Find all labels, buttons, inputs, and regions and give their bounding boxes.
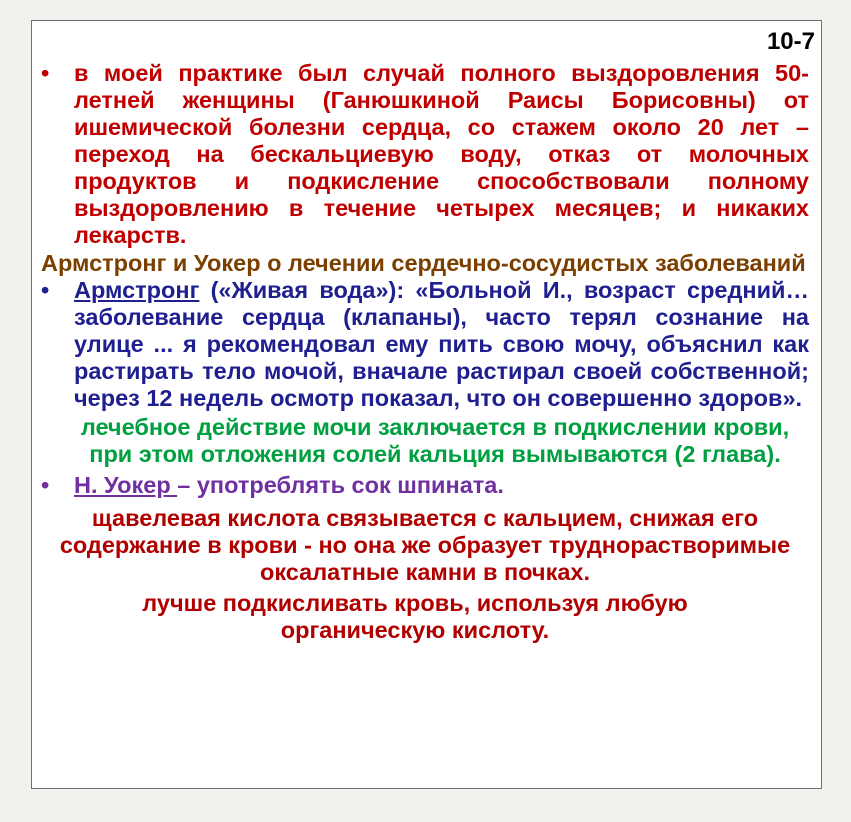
bullet-marker: • bbox=[41, 60, 50, 86]
practice-text: в моей практике был случай полного выздоровления 50-летней женщины (Ганюшкиной Раисы Борисовны) от ишемической болезни сердца, со стажем около 20 лет – переход на бескальциевую воду, отказ от молочных продуктов и подкисление способствовали полному выздоровлению в течение четырех месяцев; и никаких лекарств. bbox=[74, 60, 809, 248]
armstrong-author: Армстронг bbox=[74, 277, 200, 303]
bullet-marker: • bbox=[41, 472, 50, 498]
bullet-item-walker bbox=[41, 472, 809, 499]
armstrong-quote: («Живая вода»): «Больной И., возраст средний… заболевание сердца (клапаны), часто терял сознание на улице ... я рекомендовал ему пить свою мочу, объяснил как растирать тело мочой, вначале растирал своей собственной; через 12 недель осмотр показал, что он совершенно здоров». bbox=[74, 277, 809, 411]
slide-number: 10-7 bbox=[766, 28, 815, 55]
bullet-item-practice bbox=[41, 60, 809, 249]
bullet-marker: • bbox=[41, 277, 50, 303]
urine-effect-note: лечебное действие мочи заключается в подкислении крови, при этом отложения солей кальция вымываются (2 глава). bbox=[80, 414, 790, 467]
acidify-note: лучше подкисливать кровь, используя любую органическую кислоту. bbox=[142, 590, 688, 643]
walker-advice: – употреблять сок шпината. bbox=[177, 472, 504, 498]
slide-content bbox=[41, 60, 809, 644]
oxalic-acid-note: щавелевая кислота связывается с кальцием, снижая его содержание в крови - но она же образует труднорастворимые оксалатные камни в почках. bbox=[59, 505, 791, 585]
bullet-item-armstrong bbox=[41, 277, 809, 412]
walker-author: Н. Уокер bbox=[74, 472, 178, 498]
section-heading: Армстронг и Уокер о лечении сердечно-сосудистых заболеваний bbox=[41, 250, 806, 276]
